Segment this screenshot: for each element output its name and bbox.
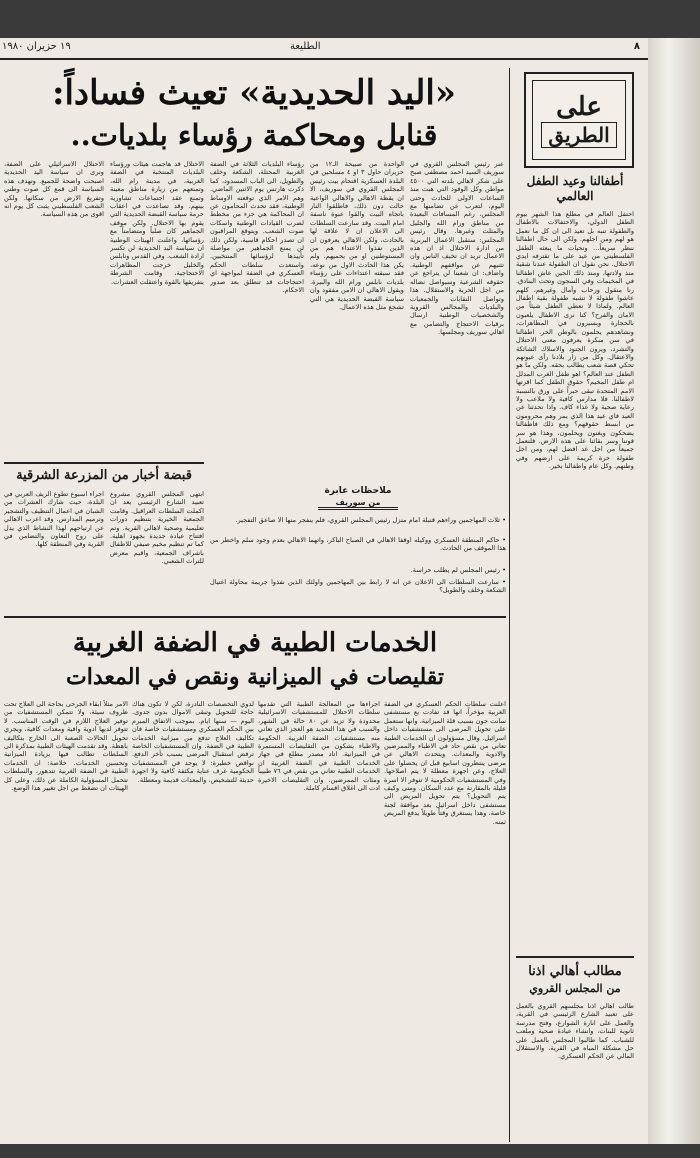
column1-title: أطفالنا وعيد الطفل العالمي — [526, 174, 624, 203]
lead-col-b: الواحدة من صبيحة الـ١٢ من حزيران حاول ٣ او ٤ مسلحين في البلدة العسكرية اقتحام بيت رئيس المجلس القروي في سوريف، الا ان يقظة الاهالي والاهالي الواعية حالت دون ذلك، فاطلقوا النار باتجاه البيت والقوا عبوة ناسفة امام البيت. وقد سارعت السلطات الى الاعلان ان لا علاقة لها بالحادث، ولكن الاهالي يعرفون ان الذين نفذوا الاعتداء هم من المستوطنين او من يحميهم. ولم يكن هذا الحادث الاول من نوعه، فقد سبقته اعتداءات على رؤساء بلديات نابلس ورام الله والبيرة. ويقول الاهالي ان الامن مفقود وان سياسة القبضة الحديدية هي التي تشجع مثل هذه الاعمال. — [310, 160, 404, 311]
scan-bottom-border — [0, 1144, 700, 1158]
medical-col-c: لدوي التخصصات النادرة، لكن لا تكون هناك حاجة للتحويل وتبقى الاموال بدون جدوى. اليوم — سنها ايام. بموجب الاتفاق المبرم بين الحكم العسكري ومستشفيات خاصة فان تكاليف العلاج تدفع من ميزانية الخدمات الطبية في الضفة. وان المستشفيات الخاصة ترفض استقبال المرضى بسبب تأخر الدفع. نواقص خطيرة: لا يوجد في المستشفيات الحكومية غرف عناية مكثفة كافية ولا اجهزة حديثة للتشخيص، والمعدات قديمة ومعطلة. — [132, 700, 254, 784]
column-logo-frame — [532, 80, 626, 160]
lead-col-e: الاحتلال الاسرائيلي على الضفة، ونرى ان سياسة اليد الحديدية اصبحت واضحة للجميع. وتهدف هذه السياسة الى قمع كل صوت وطني وتفريغ الارض من سكانها. ولكن الشعب الفلسطيني يثبت كل يوم انه اقوى من هذه السياسة. — [4, 160, 104, 219]
note-bullet: • ثلاث المهاجمين وراءهم قنبلة امام منزل رئيس المجلس القروي، فلم ينفجر منها الا صاعق التفجير. — [235, 516, 506, 524]
lead-col-d: الاحتلال قد هاجمت هيئات ورؤساء البلديات المنتخبة في الضفة الغربية، في مدينة رام الله، وتمنعهم من زيارة مناطق معينة وتمنع عقد اجتماعات تشاورية بينهم. وقد تصاعدت في اعقاب حرمة سياسة القبضة الحديدية التي يقوم بها الاحتلال. ولكن موقف الجماهير كان صلباً ومتضامناً مع رؤسائها، واعلنت الهيئات الوطنية ان سياسة اليد الحديدية لن تكسر ارادة الشعب. وفي القدس ونابلس والخليل خرجت المظاهرات الاحتجاجية، وقامت الشرطة بتفريقها بالقوة واعتقلت العشرات. — [110, 160, 204, 286]
lead-col-a: عنر رئيس المجلس القروي في سوريف السيد احمد مصطفى صبح على شكر لاهالي بلدته التي ٤٥٠٠ مواطن وكل الوفود التي هبت منذ الساعات الاولى للحادث وحتى اليوم، لتعرب عن تضامنها مع المجلس، رغم المسافات البعيدة من مناطق ورام الله والجليل والمثلث وغيرها. وقال رئيس المجلس: ستقبل الاعمال البربرية من ادارة الاحتلال اذ ان هذه الاعمال تريد ان تخيف الناس وان تثنيهم عن مواقفهم الوطنية. واضاف: ان شعبنا لن يتراجع عن حقوقه الشرعية وسيواصل نضاله من اجل الحرية والاستقلال. هذا وتواصل النقابات والجمعيات والبلديات والمجالس القروية والشخصيات الوطنية ارسال برقيات الاحتجاج والتضامن مع اهالي سوريف ومجلسها. — [410, 160, 504, 337]
note-byline: من سوريف — [318, 498, 398, 510]
column-logo-top: على — [556, 92, 602, 122]
scan-top-border — [0, 0, 700, 38]
lead-headline-1: «اليد الحديدية» تعيث فساداً: — [51, 73, 457, 113]
note-bullet: • حاكم المنطقة العسكري ووكيله اوقفا الاهالي في الصباح الباكر، واتهما الاهالي بعدم وجود سلم واخطر من هذا الموقف من الحادث. — [210, 536, 506, 553]
note-heading: ملاحظات عابرة — [324, 486, 392, 496]
medical-headline-1: الخدمات الطبية في الضفة الغربية — [72, 628, 438, 658]
demands-box — [516, 956, 634, 962]
column-logo — [524, 72, 634, 168]
newspaper-page — [0, 38, 648, 1144]
page-binding — [648, 38, 700, 1144]
page-header — [0, 38, 648, 60]
page-number: ٨ — [633, 41, 640, 52]
lead-headline-2: قنابل ومحاكمة رؤساء بلديات.. — [70, 118, 438, 152]
note-bullet: • سارعت السلطات الى الاعلان عن انه لا رابط بين المهاجمين واولئك الذين نفذوا جريمة محاولة اغتيال الشكعة وخلف والطويل؟ — [210, 578, 506, 595]
crackdown-left: اجراء اسبوع تطوع الريف العربي في البلدة، حيث شارك العشرات من الشبان في اعمال التنظيف والتشجير وترميم المدارس. وقد اعرب الاهالي عن ارتياحهم لهذا النشاط الذي يدل على روح التعاون والتضامن في القرية وفي المنطقة كلها. — [4, 490, 104, 549]
column-logo-bottom: الطريق — [541, 122, 616, 148]
publication-name: الطليعة — [290, 41, 321, 52]
medical-headline-2: تقليصات في الميزانية ونقص في المعدات — [66, 664, 444, 690]
crackdown-title: قبضة أخبار من المزرعة الشرقية — [16, 468, 192, 483]
medical-col-b: اجراءها من المعالجة الطبية التي تقدمها سلطات الاحتلال للمستشفيات الاسرائيلية محدودة ولا تزيد عن ٨٠ حالة في الشهر، والسبب في هذا التحديد هو العجز الذي تعاني منه مستشفيات الضفة الغربية. الحكومة والاطباء يشكون من التقليصات المستمرة في الميزانية. اتاد مصدر مطلع في جهاز الخدمات الطبية في الضفة الغربية ان الخدمات الطبية تعاني من نقص في ٧٦ طبيباً ومئات الممرضين، وان التقليصات الاخيرة ادت الى اغلاق اقسام كاملة. — [258, 700, 380, 793]
demands-title-line2: من المجلس القروي — [529, 982, 621, 995]
lead-col-c: رؤساء البلديات الثلاثة في الضفة الغربية المحتلة، الشكعة وخلف والطويل، الى الباب المسدود، كما ذكرت هارتس يوم الاثنين الماضي. وهم الامر الذي توقعته الاوساط الوطنية، فقد تحدث المحامون عن ان المحاكمة هي جزء من مخطط لضرب القيادات الوطنية واسكات صوت الشعب. ويتوقع المراقبون ان تصدر احكام قاسية، ولكن ذلك لن يمنع الجماهير من مواصلة تأييدها لرؤسائها المنتخبين. واستعدت سلطات الحكم العسكري في الضفة لمواجهة اي احتجاجات قد تنطلق بعد صدور الاحكام. — [210, 160, 304, 295]
demands-title-line1: مطالب أهالي اذنا — [528, 964, 622, 979]
crackdown-right: ابتهى المجلس القروي مشروع تعبيد الشارع الرئيسي بعد ان اكملت السلطات العراقيل. وقامت الجمعية الخيرية بتنظيم دورات تعليمية وصحية لاهالي القرية. وتم افتتاح عيادة جديدة بجهود اهلية. كما تم تنظيم مخيم صيفي للاطفال باشراف الجمعية، واقيم معرض للتراث الشعبي. — [110, 490, 204, 566]
column-rule — [509, 68, 510, 1142]
column1-body: احتفل العالم في مطلع هذا الشهر بيوم الطفل الدولي، والاحتفالات بالاطفال والطفولة تنبه بل تعيد الى ان كل ما نعمل هو لهم ومن اجلهم. ولكن الى حال اطفالنا ننظر سريعاً... وتحيات ما يبعثه الطفل الفلسطيني من عيد على ما تقترفه ايدي الاحتلال. نحن نقول ان الطفولة عندنا شقية منذ ولادتها، ومنذ ذلك الحين عاش اطفالنا في المخيمات وفي السجون وتحت البنادق. رنا منقول ورحاب وآمال وغيرهم، كلهم عاشوا طفولة لا تشبه طفولة بقية اطفال العالم. ولماذا لا نعطي الطفل شيئاً من الامان والفرح؟ كنا نرى الاطفال يلعبون بالحجارة ويسيرون في المظاهرات، ونشاهدهم يحلمون بالوطن الحر. اطفالنا في سن مبكرة يعرفون معنى الاحتلال والتشرد، ويرون الجنود والاسلاك الشائكة والاعتقال. وكل من زار بلادنا رأى عيونهم تحكي قصة شعب يطالب بحقه. ولكن ما هو الطفل عند العالم؟ اهو طفل الغرب المدلل ام طفل المخيم؟ حقوق الطفل كما اقرتها الامم المتحدة تبقى حبراً على ورق بالنسبة لاطفالنا. فلا مدارس كافية ولا ملاعب ولا رعاية صحية ولا غذاء كاف. واذا تحدثنا عن العيد فاي عيد هذا الذي يمر وهم محرومون من ابسط حقوقهم؟ ومع ذلك فاطفالنا يضحكون ويغنون ويحلمون، وهذا هو سر قوتنا وسر بقائنا على هذه الارض. فلنعمل جميعاً من اجل غد افضل لهم، ومن اجل طفولة حرة كريمة على ارضهم وفي وطنهم. وكل عام واطفالنا بخير. — [516, 210, 634, 471]
section-rule — [4, 616, 506, 618]
medical-col-d: الامر مثلاً ابقاء الجرحى بحاجة الى العلاج تحت ظروف سيئة، ولا تتمكن المستشفيات من توفير العلاج اللازم في الوقت المناسب. لا تتوفر لديها ادوية وافية ومعدات كافية، ويجري تحويل الحالات الصعبة الى الخارج بتكاليف باهظة. وقد تقدمت الهيئات الطبية بمذكرة الى السلطات تطالب فيها بزيادة الميزانية وتحسين الخدمات. خلاصة: ان الخدمات الطبية في الضفة الغربية تتدهور، والسلطات تتحمل المسؤولية الكاملة عن ذلك، وعلى كل الهيئات ان تضغط من اجل تغيير هذا الوضع. — [4, 700, 128, 793]
section-rule — [4, 462, 204, 464]
note-bullet: • رئيس المجلس لم يطلب حراسة. — [410, 566, 506, 574]
medical-col-a: اعلنت سلطات الحكم العسكري في الضفة الغربية مؤخراً، انها قد تفادت بع مستشفى سانت جون بسبب قلة الميزانية، وانها ستعمل على تحويل المرضى الى مستشفيات داخل اسرائيل. وقال مسؤولون ان الخدمات الطبية تعاني من نقص حاد في الاطباء والممرضين والادوية والمعدات. ويتحدث الاهالي عن مرضى ينتظرون اسابيع قبل ان يحصلوا على العلاج، وعن اجهزة معطلة لا يتم اصلاحها. وفي المستشفيات الحكومية لا تتوفر الا اسرة قليلة بالمقارنة مع عدد السكان. ومتى وكيف يتم التحويل؟ يتم تحويل المريض الى مستشفى داخل اسرائيل بعد موافقة لجنة خاصة، وهذا يستغرق وقتاً طويلاً يدفع المريض ثمنه. — [384, 700, 506, 826]
demands-body: طالب اهالي اذنا مجلسهم القروي بالعمل على تعبيد الشارع الرئيسي في القرية، والعمل على انارة الشوارع، وفتح مدرسة ثانوية للبنات، وانشاء عيادة صحية وملعب للشباب. كما طالبوا المجلس بالعمل على حل مشكلة المياه في القرية، والاستقلال المالي عن الحكم العسكري. — [516, 1002, 634, 1061]
issue-date: ١٩ حزيران ١٩٨٠ — [2, 41, 71, 52]
